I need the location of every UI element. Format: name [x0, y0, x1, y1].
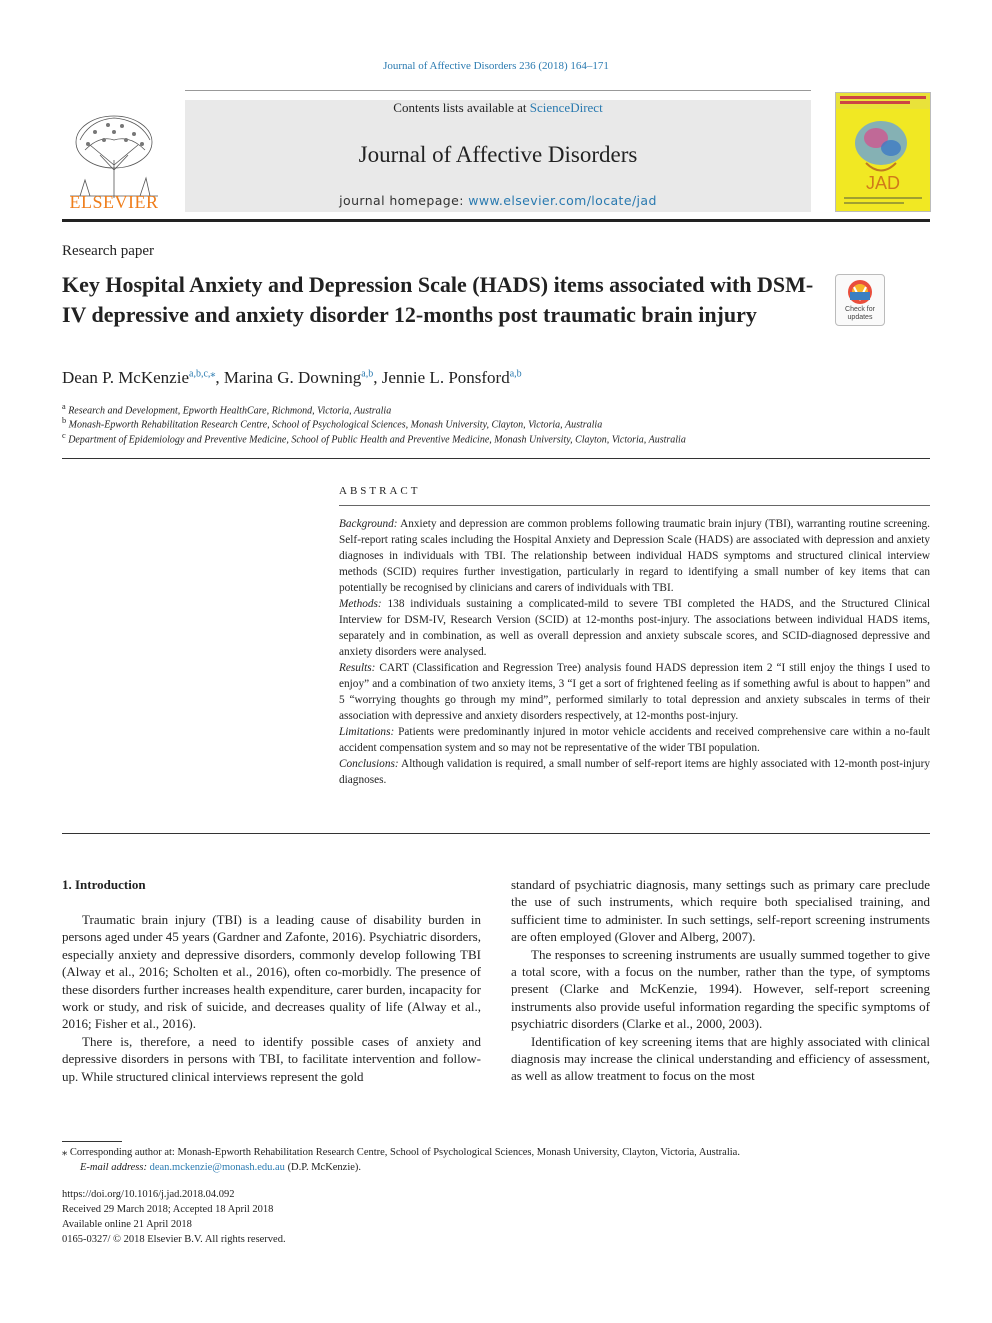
- abstract-text: CART (Classification and Regression Tree) analysis found HADS depression item 2 “I still enjoy the things I used to enjoy” and a combination of two anxiety items, 3 “I get a sort of frightened feeling as if something awful is about to happen” and 5 “worrying thoughts go through my mind”, performed similarly to total depression and anxiety subscales in terms of their association with depressive and anxiety disorders respectively, at 12-months post-injury.: [339, 662, 930, 722]
- right-column: [511, 876, 930, 1085]
- abstract-bottom-rule: [62, 833, 930, 834]
- abstract-label: Background:: [339, 518, 398, 530]
- affiliation-text: Research and Development, Epworth HealthCare, Richmond, Victoria, Australia: [68, 405, 392, 417]
- author-affil-marker[interactable]: a,b: [361, 368, 374, 380]
- author-affil-marker[interactable]: a,b,c,⁎: [189, 368, 216, 380]
- email-label: E-mail address:: [80, 1162, 150, 1173]
- elsevier-wordmark: ELSEVIER: [69, 192, 159, 212]
- abstract-top-rule: [339, 505, 930, 506]
- left-column: [62, 911, 481, 1085]
- abstract-label: Limitations:: [339, 726, 395, 738]
- available-online-date: Available online 21 April 2018: [62, 1219, 192, 1230]
- abstract-label: Methods:: [339, 598, 382, 610]
- received-dates: Received 29 March 2018; Accepted 18 April 2018: [62, 1204, 274, 1215]
- email-suffix: (D.P. McKenzie).: [284, 1162, 362, 1173]
- contents-line: [185, 100, 811, 116]
- sciencedirect-link[interactable]: ScienceDirect: [529, 100, 603, 115]
- check-for-updates-button[interactable]: [835, 274, 885, 326]
- homepage-link[interactable]: www.elsevier.com/locate/jad: [468, 193, 657, 208]
- contents-prefix: Contents lists available at: [393, 100, 530, 115]
- affiliations-rule: [62, 458, 930, 459]
- body-paragraph: The responses to screening instruments are usually summed together to give a total score, with a focus on the number, rather than the type, of symptoms present (Clarke and McKenzie, 1994). However, self-report screening instruments also provide useful information regarding the specific symptoms of psychiatric disorders (Clarke et al., 2000, 2003).: [511, 946, 930, 1032]
- journal-title: Journal of Affective Disorders: [358, 142, 638, 167]
- article-type: Research paper: [62, 243, 155, 259]
- body-paragraph: standard of psychiatric diagnosis, many settings such as primary care preclude the use of such instruments, which require both specialised training, and sufficient time to administer. In such settings, self-report screening instruments are often employed (Glover and Alberg, 2007).: [511, 877, 930, 945]
- body-paragraph: Identification of key screening items that are highly associated with clinical diagnosis may increase the clinical understanding and efficiency of assessment, as well as allow treatment to focus on the most: [511, 1033, 930, 1084]
- masthead-top-rule: [185, 90, 811, 91]
- author-list: Dean P. McKenzie$^{a,b,c,⁎}$, Marina G. Downing$^{a,b}$, Jennie L. Ponsford$^{a,b}$: [62, 368, 522, 387]
- copyright-notice: 0165-0327/ © 2018 Elsevier B.V. All rights reserved.: [62, 1234, 286, 1245]
- affiliation-key: c: [62, 431, 66, 440]
- affiliation-b: [62, 416, 602, 430]
- author-name[interactable]: Dean P. McKenzie: [62, 368, 189, 387]
- abstract-limitations: [339, 724, 930, 756]
- abstract-text: Patients were predominantly injured in motor vehicle accidents and received comprehensive care within a no-fault accident compensation system and so may not be representative of the wider TBI population.: [339, 726, 930, 754]
- affiliation-a: [62, 402, 391, 416]
- body-paragraph: There is, therefore, a need to identify possible cases of anxiety and depressive disorders in persons with TBI, to facilitate intervention and follow-up. While structured clinical interviews represent the gold: [62, 1033, 481, 1084]
- journal-cover-image[interactable]: [835, 92, 931, 212]
- header-rule: [62, 219, 930, 222]
- journal-citation[interactable]: Journal of Affective Disorders 236 (2018) 164–171: [383, 60, 609, 72]
- affiliation-text: Department of Epidemiology and Preventive Medicine, School of Public Health and Preventive Medicine, Monash University, Clayton, Victoria, Australia: [68, 434, 686, 446]
- email-link[interactable]: dean.mckenzie@monash.edu.au: [149, 1162, 285, 1173]
- abstract-text: Anxiety and depression are common problems following traumatic brain injury (TBI), warranting routine screening. Self-report rating scales including the Hospital Anxiety and Depression Scale (HADS) are associated with depression and anxiety diagnoses in individuals with TBI. The relationship between individual HADS symptoms and structured clinical interview methods (SCID) requires further investigation, particularly in regard to identifying a small number of key items that can potentially be recognised by clinicians and carers of individuals with TBI.: [339, 518, 930, 594]
- abstract-methods: [339, 596, 930, 660]
- abstract-text: 138 individuals sustaining a complicated-mild to severe TBI completed the HADS, and the Structured Clinical Interview for DSM-IV, Research Version (SCID) at 12-months post-injury. The associations between individual HADS items, separately and in combination, as well as overall depression and anxiety subscale scores, and SCID-diagnosed depressive and anxiety disorders were analysed.: [339, 598, 930, 658]
- abstract-body: [339, 516, 930, 788]
- abstract-heading: ABSTRACT: [339, 485, 421, 497]
- email-line: [80, 1160, 361, 1175]
- abstract-label: Conclusions:: [339, 758, 399, 770]
- cover-art-icon: [836, 93, 930, 211]
- section-heading-introduction: 1. Introduction: [62, 877, 146, 892]
- journal-homepage: [185, 193, 811, 208]
- abstract-label: Results:: [339, 662, 376, 674]
- footnote-rule: [62, 1141, 122, 1142]
- abstract-conclusions: [339, 756, 930, 788]
- author-name[interactable]: Jennie L. Ponsford: [381, 368, 510, 387]
- abstract-text: Although validation is required, a small number of self-report items are highly associated with 12-month post-injury diagnoses.: [339, 758, 930, 786]
- corresponding-author-note: ⁎ Corresponding author at: Monash-Epworth Rehabilitation Research Centre, School of Psychological Sciences, Monash University, Clayton, Victoria, Australia.: [62, 1147, 740, 1158]
- homepage-prefix: journal homepage:: [339, 193, 469, 208]
- affiliation-key: a: [62, 402, 66, 411]
- check-updates-label: Check for updates: [845, 306, 875, 321]
- author-affil-marker[interactable]: a,b: [509, 368, 522, 380]
- affiliation-key: b: [62, 416, 67, 425]
- cover-jad-text: JAD: [865, 173, 901, 193]
- body-paragraph: Traumatic brain injury (TBI) is a leading cause of disability burden in persons aged under 45 years (Gardner and Zafonte, 2016). Psychiatric disorders, especially anxiety and depressive disorders, commonly develop following TBI (Alway et al., 2016; Scholten et al., 2016), often co-morbidly. The presence of these disorders further increases health expenditure, carer burden, incapacity for work or study, and risk of suicide, and decreases quality of life (Alway et al., 2016; Fisher et al., 2016).: [62, 912, 481, 1032]
- author-name[interactable]: Marina G. Downing: [223, 368, 362, 387]
- affiliation-text: Monash-Epworth Rehabilitation Research Centre, School of Psychological Sciences, Monash University, Clayton, Victoria, Australia: [68, 419, 603, 431]
- paper-title: Key Hospital Anxiety and Depression Scale (HADS) items associated with DSM-IV depressive and anxiety disorder 12-months post traumatic brain injury: [62, 272, 814, 327]
- doi-link[interactable]: https://doi.org/10.1016/j.jad.2018.04.092: [62, 1189, 235, 1200]
- abstract-background: [339, 516, 930, 596]
- affiliation-c: [62, 431, 686, 445]
- abstract-results: [339, 660, 930, 724]
